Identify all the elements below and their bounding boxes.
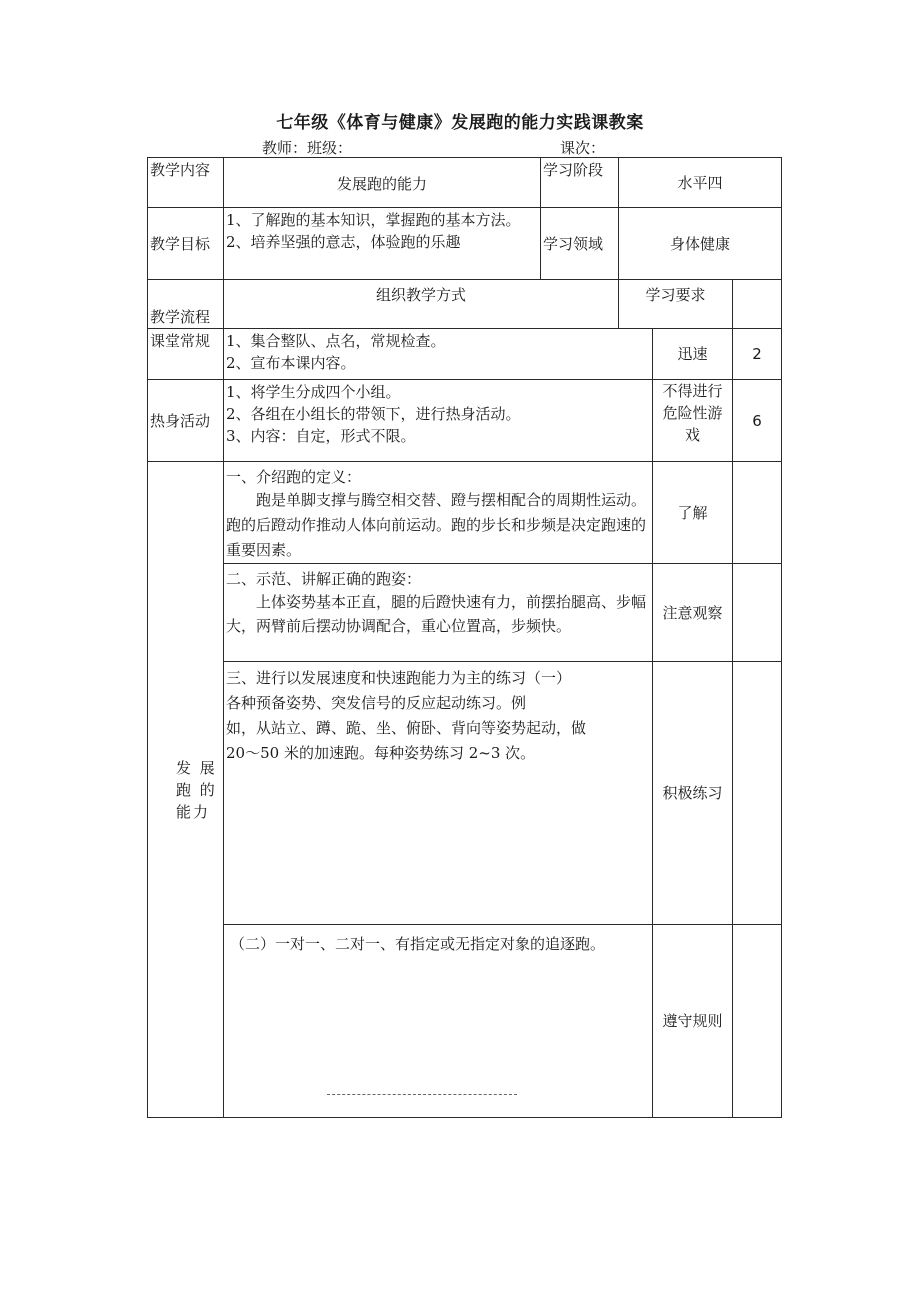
- row-class-routine: [148, 329, 782, 380]
- label-warmup: 热身活动: [148, 380, 224, 462]
- main-item-1-body: 跑是单脚支撑与腾空相交替、蹬与摆相配合的周期性运动。跑的后蹬动作推动人体向前运动。跑的步长和步频是决定跑速的重要因素。: [226, 491, 647, 559]
- main-item-4-heading: （二）一对一、二对一、有指定或无指定对象的追逐跑。: [230, 935, 606, 953]
- main-item-4-requirement: 遵守规则: [653, 925, 733, 1118]
- main-item-1-time: [733, 462, 782, 564]
- warmup-line-3: 3、内容：自定，形式不限。: [226, 427, 416, 445]
- main-item-3-requirement: 积极练习: [653, 662, 733, 925]
- main-item-1-heading: 一、介绍跑的定义：: [226, 468, 362, 486]
- main-item-3-line-2: 如，从站立、蹲、跪、坐、俯卧、背向等姿势起动，做: [226, 719, 587, 737]
- dashed-divider: [327, 1094, 517, 1095]
- main-item-3-time: [733, 662, 782, 925]
- main-item-3-heading: 三、进行以发展速度和快速跑能力为主的练习（一）: [226, 669, 572, 687]
- routine-line-2: 2、宣布本课内容。: [226, 354, 356, 372]
- warmup-time: 6: [733, 380, 782, 462]
- main-item-2-body: 上体姿势基本正直，腿的后蹬快速有力，前摆抬腿高、步幅大，两臂前后摆动协调配合，重心位置高，步频快。: [226, 593, 647, 635]
- main-item-4-time: [733, 925, 782, 1118]
- header-time: [733, 280, 782, 329]
- goal-lines: [224, 208, 541, 280]
- routine-time: 2: [733, 329, 782, 380]
- row-main-item-4: [148, 925, 782, 1118]
- main-item-3-content: [224, 662, 653, 925]
- label-learning-domain: 学习领域: [541, 208, 619, 280]
- main-label-line-1: 发 展: [176, 758, 217, 777]
- main-item-1-requirement: 了解: [653, 462, 733, 564]
- value-learning-stage: 水平四: [619, 158, 782, 208]
- routine-lines: [224, 329, 653, 380]
- label-teaching-content: 教学内容: [148, 158, 224, 208]
- routine-requirement: 迅速: [653, 329, 733, 380]
- warmup-line-2: 2、各组在小组长的带领下，进行热身活动。: [226, 405, 521, 423]
- value-teaching-content: 发展跑的能力: [224, 158, 541, 208]
- row-main-item-3: [148, 662, 782, 925]
- row-main-item-1: [148, 462, 782, 564]
- row-teaching-content: [148, 158, 782, 208]
- header-learning-requirement: 学习要求: [619, 280, 733, 329]
- label-class-routine: 课堂常规: [148, 329, 224, 380]
- main-item-3-line-1: 各种预备姿势、突发信号的反应起动练习。例: [226, 694, 527, 712]
- goal-line-2: 2、培养坚强的意志，体验跑的乐趣: [226, 233, 461, 251]
- lesson-number-line: 课次：: [560, 139, 606, 157]
- row-teaching-goal: [148, 208, 782, 280]
- main-label-line-3: 能力: [176, 802, 211, 821]
- main-item-4-content: [224, 925, 653, 1118]
- goal-line-1: 1、了解跑的基本知识，掌握跑的基本方法。: [226, 211, 521, 229]
- row-warmup: [148, 380, 782, 462]
- main-item-2-requirement: 注意观察: [653, 564, 733, 662]
- warmup-line-1: 1、将学生分成四个小组。: [226, 383, 401, 401]
- label-main-section: [148, 462, 224, 1118]
- lesson-plan-table: [147, 157, 782, 1118]
- value-learning-domain: 身体健康: [619, 208, 782, 280]
- teacher-class-line: 教师：班级：: [262, 139, 353, 157]
- header-organization-method: 组织教学方式: [224, 280, 619, 329]
- warmup-lines: [224, 380, 653, 462]
- main-item-2-content: [224, 564, 653, 662]
- main-item-2-time: [733, 564, 782, 662]
- label-learning-stage: 学习阶段: [541, 158, 619, 208]
- main-label-line-2: 跑 的: [176, 780, 217, 799]
- warmup-requirement: 不得进行危险性游戏: [653, 380, 733, 462]
- main-item-3-line-3: 20～50 米的加速跑。每种姿势练习 2~3 次。: [226, 744, 536, 762]
- label-teaching-goal: 教学目标: [148, 208, 224, 280]
- label-teaching-process: 教学流程: [148, 280, 224, 329]
- main-item-2-heading: 二、示范、讲解正确的跑姿：: [226, 570, 422, 588]
- main-item-1-content: [224, 462, 653, 564]
- routine-line-1: 1、集合整队、点名，常规检查。: [226, 332, 446, 350]
- document-title: 七年级《体育与健康》发展跑的能力实践课教案: [276, 113, 644, 133]
- row-main-item-2: [148, 564, 782, 662]
- row-process-header: [148, 280, 782, 329]
